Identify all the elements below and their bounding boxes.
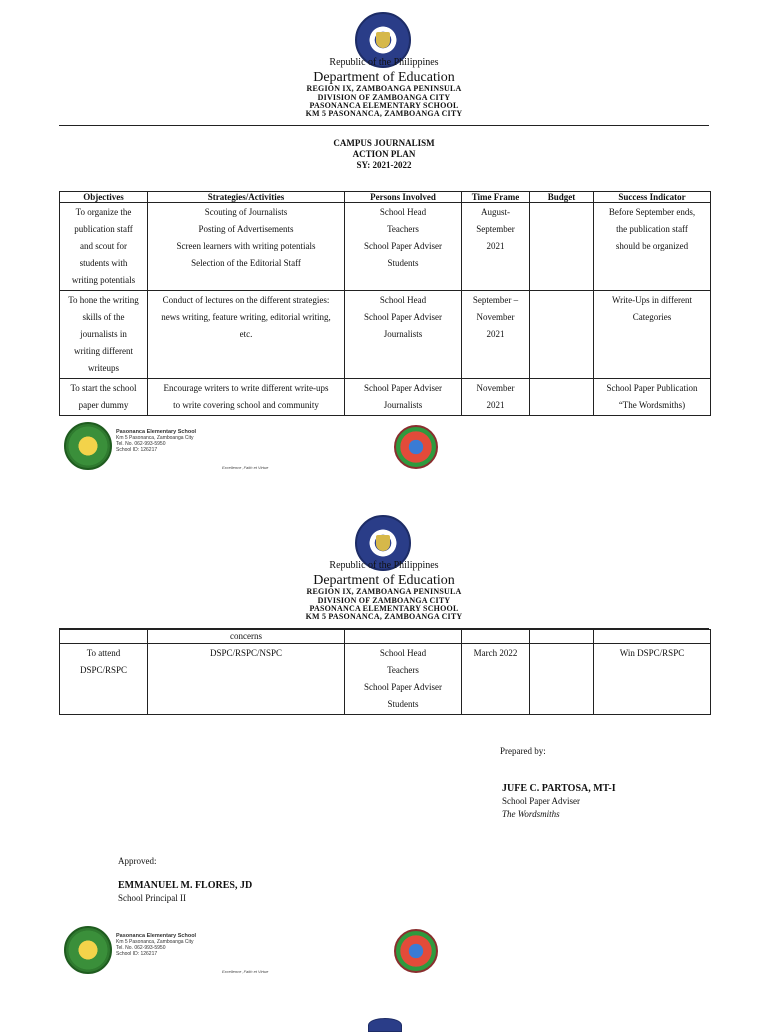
division-seal-logo [394,425,438,469]
cell-line: writing different [73,346,134,356]
approver-name: EMMANUEL M. FLORES, JD [118,880,253,891]
division-line-2: DIVISION OF ZAMBOANGA CITY [317,595,451,605]
cell-line: To attend [86,648,121,658]
footer-school-id: School ID: 126217 [116,447,158,453]
division-line: DIVISION OF ZAMBOANGA CITY [317,92,451,102]
persons-cell [345,291,462,379]
persons-cell [345,379,462,416]
cell-line: Before September ends, [608,207,696,217]
persons-cell [345,644,462,715]
objectives-cell [60,291,148,379]
strategies-cell [148,203,345,291]
action-plan-table [59,191,711,416]
division-seal-logo-2 [394,929,438,973]
footer-motto: Excellence ,Faith et Virtue [222,465,269,470]
department-line: Department of Education [313,69,455,85]
cell-line: Write-Ups in different [612,295,692,305]
school-seal-logo [64,422,112,470]
cell-line: To start the school [70,383,137,393]
cell-line: should be organized [615,241,689,251]
letterhead-2 [0,561,768,622]
strategies-cell: concerns [148,630,345,644]
footer-text [116,429,196,453]
cell-line: Journalists [383,329,423,339]
cell-line: Categories [632,312,672,322]
cell-line: skills of the [82,312,125,322]
footer-address-2: Km 5 Pasonanca, Zamboanga City [116,939,194,945]
cell-line: School Paper Adviser [364,312,442,322]
cell-line: etc. [239,329,253,339]
cell-line: November [476,312,515,322]
department-line-2: Department of Education [313,572,455,588]
table-row [60,203,711,291]
cell-line: Teachers [387,665,419,675]
table-row [60,644,711,715]
footer-tel: Tel. No. 062-993-5950 [116,441,166,447]
cell-line: School Paper Publication [606,383,698,393]
approved-block [118,855,157,868]
approver-title: School Principal II [118,893,186,903]
letterhead [0,58,768,119]
cell-line: Win DSPC/RSPC [619,648,685,658]
prepared-by-label: Prepared by: [500,746,546,756]
republic-line: Republic of the Philippines [329,57,439,68]
cell-line: Posting of Advertisements [198,224,294,234]
time-frame-cell [462,379,530,416]
cell-line: Screen learners with writing potentials [176,241,316,251]
col-budget: Budget [530,192,594,203]
next-page-seal-logo [368,1018,402,1032]
col-success-indicator: Success Indicator [594,192,711,203]
title-line-3: SY: 2021-2022 [356,159,412,170]
cell-line: August- [481,207,510,217]
success-indicator-cell [594,644,711,715]
document-title [0,138,768,170]
footer-text-2 [116,933,196,957]
cell-line: Encourage writers to write different write-ups [163,383,329,393]
col-strategies: Strategies/Activities [148,192,345,203]
school-line-2: PASONANCA ELEMENTARY SCHOOL [309,603,459,613]
cell-line: paper dummy [78,400,129,410]
approver-block [118,879,252,905]
cell-line: the publication staff [616,224,688,234]
action-plan-table-continued [59,629,711,715]
footer-tel-2: Tel. No. 062-993-5950 [116,945,166,951]
address-line: KM 5 PASONANCA, ZAMBOANGA CITY [305,109,463,119]
cell-line: School Paper Adviser [364,682,442,692]
cell-line: Conduct of lectures on the different strategies: [162,295,330,305]
school-line: PASONANCA ELEMENTARY SCHOOL [309,100,459,110]
budget-cell [530,379,594,416]
table-row [60,630,711,644]
table-header-row [60,192,711,203]
col-time-frame: Time Frame [462,192,530,203]
preparer-title: School Paper Adviser [502,796,580,806]
school-seal-logo-2 [64,926,112,974]
prepared-by-block [500,745,546,758]
cell-line: publication staff [74,224,133,234]
cell-line: Teachers [387,224,419,234]
cell-line: School Head [379,207,427,217]
footer-school-id-2: School ID: 126217 [116,951,158,957]
footer-school-name-2: Pasonanca Elementary School [116,933,197,939]
school-footer [60,421,440,473]
budget-cell [530,291,594,379]
title-line-1: CAMPUS JOURNALISM [333,138,435,148]
success-indicator-cell [594,203,711,291]
success-indicator-cell [594,291,711,379]
cell-line: School Paper Adviser [364,241,442,251]
cell-line: 2021 [486,241,505,251]
cell-line: To organize the [75,207,132,217]
cell-line: DSPC/RSPC/NSPC [209,648,283,658]
cell-line: November [476,383,515,393]
preparer-org: The Wordsmiths [502,809,560,819]
objectives-cell [60,644,148,715]
cell-line: DSPC/RSPC [79,665,128,675]
time-frame-cell [462,203,530,291]
objectives-cell [60,203,148,291]
cell-line: Students [387,258,419,268]
school-footer-2 [60,925,440,977]
preparer-block [502,782,616,821]
cell-line: news writing, feature writing, editorial writing, [161,312,331,322]
footer-address: Km 5 Pasonanca, Zamboanga City [116,435,194,441]
cell-line: School Head [379,648,427,658]
preparer-name: JUFE C. PARTOSA, MT-I [502,783,616,794]
cell-line: Students [387,699,419,709]
strategies-cell [148,644,345,715]
col-persons: Persons Involved [345,192,462,203]
address-line-2: KM 5 PASONANCA, ZAMBOANGA CITY [305,612,463,622]
republic-line-2: Republic of the Philippines [329,560,439,571]
persons-cell [345,203,462,291]
cell-line: March 2022 [473,648,518,658]
budget-cell [530,644,594,715]
region-line-2: REGION IX, ZAMBOANGA PENINSULA [306,587,462,597]
cell-line: School Paper Adviser [364,383,442,393]
strategies-cell [148,291,345,379]
header-divider [59,125,709,126]
col-objectives: Objectives [60,192,148,203]
cell-line: 2021 [486,400,505,410]
budget-cell [530,203,594,291]
cell-line: “The Wordsmiths) [618,400,686,410]
cell-line: writing potentials [71,275,136,285]
cell-line: students with [79,258,128,268]
objectives-cell [60,379,148,416]
cell-line: and scout for [80,241,127,251]
time-frame-cell [462,291,530,379]
table-row [60,291,711,379]
cell-line: writeups [88,363,119,373]
region-line: REGION IX, ZAMBOANGA PENINSULA [306,84,462,94]
strategies-cell [148,379,345,416]
cell-line: journalists in [80,329,127,339]
footer-school-name: Pasonanca Elementary School [116,429,197,435]
cell-line: School Head [379,295,427,305]
footer-motto-2: Excellence ,Faith et Virtue [222,969,269,974]
cell-line: 2021 [486,329,505,339]
cell-line: Scouting of Journalists [204,207,288,217]
cell-line: to write covering school and community [173,400,319,410]
table-row [60,379,711,416]
cell-line: September – [472,295,519,305]
cell-line: Journalists [383,400,423,410]
title-line-2: ACTION PLAN [352,148,416,159]
time-frame-cell [462,644,530,715]
cell-line: Selection of the Editorial Staff [191,258,301,268]
success-indicator-cell [594,379,711,416]
approved-label: Approved: [118,856,157,866]
cell-line: September [476,224,515,234]
cell-line: To hone the writing [68,295,139,305]
